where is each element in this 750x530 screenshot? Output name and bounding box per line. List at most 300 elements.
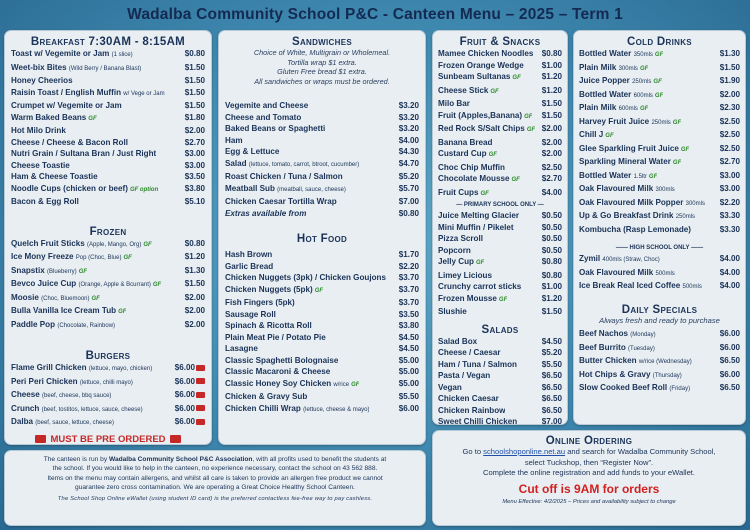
healthy-choice-icon xyxy=(196,365,205,371)
item-price xyxy=(399,196,419,208)
item-price xyxy=(399,332,419,344)
gluten-free-badge: GF xyxy=(152,282,162,288)
menu-item xyxy=(579,280,740,294)
item-name xyxy=(438,293,507,307)
item-price-text: $4.70 xyxy=(398,158,419,168)
item-price-text: $5.20 xyxy=(541,348,562,357)
item-price-text: $0.80 xyxy=(541,270,562,280)
menu-item xyxy=(225,403,419,417)
item-note: 300mls xyxy=(685,200,705,207)
item-price-text: $4.00 xyxy=(541,187,562,197)
item-name xyxy=(11,75,73,87)
pre-order-text: MUST BE PRE ORDERED xyxy=(50,433,166,445)
online-ordering-title: Online Ordering xyxy=(545,435,633,447)
item-price-text: $7.00 xyxy=(398,197,419,206)
item-name-text: Glee Sparkling Fruit Juice xyxy=(579,143,679,153)
item-name-text: Mamee Chicken Noodles xyxy=(438,49,534,58)
menu-item xyxy=(438,393,562,405)
item-note: w/ Vege or Jam xyxy=(123,90,165,97)
online-line-1 xyxy=(439,447,739,458)
gluten-free-badge: GF xyxy=(78,268,88,275)
salad-list xyxy=(438,336,562,428)
menu-item xyxy=(225,343,419,355)
menu-item xyxy=(438,60,562,72)
item-price-text: $4.00 xyxy=(398,135,419,145)
item-price-text: $3.80 xyxy=(184,183,205,193)
gluten-free-badge: GF xyxy=(605,133,614,139)
item-price-text: $5.70 xyxy=(398,183,419,193)
item-name-text: Juice Popper xyxy=(579,76,630,85)
menu-item xyxy=(438,187,562,201)
menu-item xyxy=(438,245,562,257)
menu-item xyxy=(225,158,419,172)
gluten-free-badge: GF xyxy=(648,173,658,180)
item-price xyxy=(185,196,205,208)
item-price xyxy=(720,328,740,342)
item-name xyxy=(438,187,489,201)
item-price-text: $2.00 xyxy=(184,319,205,329)
item-name-text: Chicken Caesar xyxy=(438,394,499,403)
item-price-text: $1.20 xyxy=(541,85,562,95)
item-price xyxy=(542,256,562,270)
menu-item xyxy=(438,173,562,187)
item-price xyxy=(542,336,562,348)
item-note: 500mls xyxy=(682,284,702,290)
item-price-text: $3.00 xyxy=(719,184,740,193)
menu-item xyxy=(11,171,205,183)
item-price xyxy=(720,48,740,62)
item-name xyxy=(579,62,648,76)
item-name-text: Toast w/ Vegemite or Jam xyxy=(11,49,110,58)
menu-item xyxy=(579,170,740,184)
burgers-title: Burgers xyxy=(85,350,131,362)
item-price xyxy=(185,251,205,265)
item-name xyxy=(225,158,359,172)
item-price xyxy=(399,112,419,124)
online-text: and search for Wadalba Community School, xyxy=(565,447,716,456)
menu-item xyxy=(579,183,740,197)
item-name xyxy=(225,366,330,378)
menu-item xyxy=(11,265,205,279)
item-price-text: $3.30 xyxy=(719,211,740,220)
item-name-text: Nutri Grain / Sultana Bran / Just Right xyxy=(11,149,157,158)
hot-food-title: Hot Food xyxy=(296,233,348,245)
item-note: (beef, tostitos, lettuce, sauce, cheese) xyxy=(41,406,143,413)
item-name-text: Noodle Cups (chicken or beef) xyxy=(11,183,128,193)
item-price-text: $3.20 xyxy=(398,112,419,122)
item-name-text: Classic Spaghetti Bolognaise xyxy=(225,355,339,365)
menu-item xyxy=(11,125,205,137)
item-name xyxy=(438,270,492,282)
menu-item xyxy=(579,224,740,236)
menu-item xyxy=(579,197,740,211)
daily-specials-title: Daily Specials xyxy=(621,303,698,316)
item-name-text: Hot Chips & Gravy xyxy=(579,369,651,379)
item-name xyxy=(225,320,312,332)
item-name xyxy=(11,265,87,279)
panel-fruit-snacks xyxy=(432,30,568,425)
menu-item xyxy=(579,89,740,103)
item-name-text: Roast Chicken / Tuna / Salmon xyxy=(225,172,343,181)
item-name xyxy=(225,100,308,112)
item-price-text: $6.50 xyxy=(719,356,740,365)
menu-item xyxy=(225,249,419,261)
item-price-text: $2.50 xyxy=(719,116,740,126)
healthy-choice-icon xyxy=(196,419,205,425)
item-price-text: $2.00 xyxy=(184,126,205,135)
item-name xyxy=(438,382,462,394)
item-name-text: Sunbeam Sultanas xyxy=(438,72,511,81)
item-price-text: $2.50 xyxy=(719,130,740,139)
item-price xyxy=(720,143,740,157)
menu-title: Wadalba Community School P&C - Canteen Menu – 2025 – Term 1 xyxy=(127,6,623,23)
online-line-3: Complete the online registration and add funds to your eWallet. xyxy=(482,468,696,477)
item-price-text: $1.50 xyxy=(541,99,562,108)
item-price xyxy=(720,116,740,130)
item-name-text: Sparkling Mineral Water xyxy=(579,157,671,166)
gluten-free-badge: GF xyxy=(654,52,664,58)
item-price-text: $1.00 xyxy=(541,282,562,291)
item-name xyxy=(579,253,660,267)
item-price xyxy=(542,148,562,162)
item-price xyxy=(720,183,740,197)
item-name-text: Oak Flavoured Milk xyxy=(579,267,654,277)
item-price-text: $1.50 xyxy=(184,87,205,97)
menu-item xyxy=(438,162,562,174)
item-name-text: Bulla Vanilla Ice Cream Tub xyxy=(11,306,117,315)
info-text: , with all profits used to benefit the students at xyxy=(252,456,387,463)
item-name-text: Lasagne xyxy=(225,344,258,353)
item-price xyxy=(542,370,562,382)
item-price-text: $0.80 xyxy=(398,208,419,218)
item-price-text: $5.20 xyxy=(398,172,419,181)
cold-drinks-title: Cold Drinks xyxy=(627,36,692,48)
menu-effective-note: Menu Effective: 4/2/2025 – Prices and availability subject to change xyxy=(502,498,676,505)
menu-item xyxy=(438,71,562,85)
item-price-text: $0.80 xyxy=(184,49,205,58)
menu-item xyxy=(225,366,419,378)
item-name-text: Custard Cup xyxy=(438,149,487,158)
item-name-text: Chicken Caesar Tortilla Wrap xyxy=(225,197,337,206)
item-name-text: Cheese / Cheese & Bacon Roll xyxy=(11,137,128,147)
item-price xyxy=(542,306,562,318)
item-note: (Apple, Mango, Org) xyxy=(87,241,142,248)
item-price-text: $1.30 xyxy=(719,49,740,58)
item-name xyxy=(579,342,655,356)
item-price xyxy=(720,224,740,236)
item-price xyxy=(720,280,740,294)
item-name-text: Juice Melting Glacier xyxy=(438,211,519,220)
item-name-text: Slushie xyxy=(438,307,467,316)
menu-item xyxy=(579,253,740,267)
gluten-free-badge: GF xyxy=(143,241,152,248)
burgers-list xyxy=(11,362,205,430)
gluten-free-badge: GF xyxy=(88,115,97,122)
item-name xyxy=(11,160,70,172)
item-name xyxy=(579,382,690,396)
item-name-text: Jelly Cup xyxy=(438,257,474,266)
item-name xyxy=(225,343,258,355)
menu-item xyxy=(438,233,562,245)
item-name xyxy=(579,102,648,116)
item-name-text: Baked Beans or Spaghetti xyxy=(225,124,326,133)
item-note: (1 slice) xyxy=(111,52,133,58)
item-price-text: $3.70 xyxy=(398,284,419,294)
menu-item xyxy=(225,355,419,367)
info-line-3: Items on the menu may contain allergens, and whilst all care is taken to provide an allergen free product we cannot xyxy=(47,474,383,482)
school-shop-link[interactable]: schoolshoponline.net.au xyxy=(483,447,566,456)
gluten-free-badge: GF option xyxy=(129,186,159,193)
item-price xyxy=(185,125,205,137)
item-name xyxy=(438,393,499,405)
item-name-text: Spinach & Ricotta Roll xyxy=(225,321,312,330)
item-price-text: $2.70 xyxy=(184,137,205,147)
item-name-text: Oak Flavoured Milk Popper xyxy=(579,197,684,207)
item-name-text: Banana Bread xyxy=(438,137,493,147)
item-price-text: $4.30 xyxy=(398,147,419,156)
item-price xyxy=(399,146,419,158)
menu-item xyxy=(225,284,419,298)
menu-item xyxy=(438,137,562,149)
item-price xyxy=(720,75,740,89)
menu-item xyxy=(579,75,740,89)
item-name xyxy=(579,355,692,369)
menu-item xyxy=(438,148,562,162)
item-name-text: Fish Fingers (5pk) xyxy=(225,298,295,307)
frozen-list xyxy=(11,238,205,333)
item-price xyxy=(720,382,740,396)
item-name xyxy=(11,278,161,292)
item-price xyxy=(185,87,205,101)
item-note: (Choc, Bluemoon) xyxy=(41,295,90,302)
item-name-text: Salad xyxy=(225,158,247,168)
menu-item xyxy=(11,112,205,126)
menu-item xyxy=(11,416,205,430)
item-price-text: $1.30 xyxy=(184,265,205,275)
item-name-text: Vegemite and Cheese xyxy=(225,101,309,110)
item-name xyxy=(225,135,243,147)
item-price-text: $5.50 xyxy=(398,392,419,401)
item-name-text: Bottled Water xyxy=(579,89,632,99)
menu-item xyxy=(438,98,562,110)
menu-item xyxy=(11,319,205,333)
item-name-text: Meatball Sub xyxy=(225,183,275,193)
item-name xyxy=(11,62,141,76)
menu-item xyxy=(438,293,562,307)
item-name-text: Classic Macaroni & Cheese xyxy=(225,367,331,376)
item-price xyxy=(185,148,205,160)
menu-item xyxy=(438,210,562,222)
menu-item xyxy=(438,405,562,417)
item-price-text: $1.50 xyxy=(719,62,740,72)
item-price-text: $2.00 xyxy=(719,89,740,99)
item-price xyxy=(175,376,205,390)
item-price-text: $2.00 xyxy=(541,149,562,158)
item-name xyxy=(438,71,521,85)
menu-item xyxy=(11,292,205,306)
menu-item xyxy=(579,143,740,157)
item-name xyxy=(11,376,133,390)
item-price-text: $2.00 xyxy=(541,124,562,133)
item-note: (Monday) xyxy=(630,332,656,338)
item-price-text: $1.50 xyxy=(184,101,205,110)
item-name xyxy=(438,245,471,257)
item-price-text: $5.10 xyxy=(184,197,205,206)
item-name-text: Pizza Scroll xyxy=(438,234,483,243)
item-name-text: Limey Licious xyxy=(438,270,492,280)
item-name-text: Fruit Cups xyxy=(438,187,479,197)
menu-item xyxy=(438,416,562,428)
item-name-text: Beef Burrito xyxy=(579,342,626,352)
item-price xyxy=(399,135,419,147)
item-price xyxy=(175,362,205,376)
item-price-text: $2.00 xyxy=(184,306,205,315)
info-text: The canteen is run by xyxy=(43,456,109,463)
gluten-free-badge: GF xyxy=(118,309,127,315)
item-name xyxy=(225,284,323,298)
item-name-text: Warm Baked Beans xyxy=(11,112,87,122)
association-name: Wadalba Community School P&C Association xyxy=(108,456,253,463)
menu-item xyxy=(225,378,419,392)
item-name-text: Pasta / Vegan xyxy=(438,371,491,380)
panel-breakfast xyxy=(4,30,212,445)
item-name xyxy=(225,378,359,392)
item-name-text: Bacon & Egg Roll xyxy=(11,197,79,206)
item-price-text: $3.30 xyxy=(719,224,740,234)
item-name-text: Up & Go Breakfast Drink xyxy=(579,211,674,220)
item-name-text: Harvey Fruit Juice xyxy=(579,116,650,126)
item-price-text: $1.50 xyxy=(541,110,562,120)
healthy-choice-icon xyxy=(196,405,205,411)
item-note: (Thursday) xyxy=(652,372,682,379)
item-name-text: Chicken Nuggets (5pk) xyxy=(225,284,313,294)
item-price-text: $6.00 xyxy=(174,403,195,413)
item-price-text: $2.00 xyxy=(184,292,205,302)
high-list xyxy=(579,253,740,294)
item-name xyxy=(579,48,663,62)
item-name-text: Cheese and Tomato xyxy=(225,112,302,122)
item-name xyxy=(438,336,477,348)
menu-item xyxy=(579,369,740,383)
item-price-text: $6.00 xyxy=(174,376,195,386)
item-price-text: $2.00 xyxy=(541,137,562,147)
item-name xyxy=(11,171,98,183)
item-price-text: $1.90 xyxy=(719,76,740,85)
item-price-text: $5.00 xyxy=(398,378,419,388)
item-price-text: $4.50 xyxy=(398,344,419,353)
item-price-text: $0.50 xyxy=(541,211,562,220)
item-name-text: Quelch Fruit Sticks xyxy=(11,238,85,248)
item-price xyxy=(185,48,205,62)
item-price xyxy=(542,48,562,60)
menu-item xyxy=(579,129,740,143)
panel-online-ordering xyxy=(432,430,746,526)
menu-item xyxy=(225,261,419,273)
item-name xyxy=(579,210,695,224)
item-name-text: Chicken Chilli Wrap xyxy=(225,403,301,413)
item-note: 1.5ltr xyxy=(633,173,647,180)
item-name xyxy=(579,116,681,130)
item-name xyxy=(579,280,702,294)
item-price-text: $0.50 xyxy=(541,234,562,243)
item-price xyxy=(185,238,205,252)
item-price xyxy=(399,403,419,417)
item-name xyxy=(225,183,346,197)
item-name xyxy=(225,171,343,183)
item-name-text: Cheese xyxy=(11,390,40,399)
item-price xyxy=(542,382,562,394)
item-price xyxy=(399,378,419,392)
item-name-text: Plain Meat Pie / Potato Pie xyxy=(225,332,326,342)
item-note: (Wild Berry / Banana Blast) xyxy=(68,65,142,72)
item-price-text: $5.00 xyxy=(398,355,419,365)
sandwich-notes xyxy=(225,48,419,86)
menu-item xyxy=(438,306,562,318)
gluten-free-badge: GF xyxy=(498,296,508,303)
item-name xyxy=(11,87,165,101)
item-price-text: $2.20 xyxy=(719,197,740,207)
item-name-text: Classic Honey Soy Chicken xyxy=(225,378,332,388)
item-price xyxy=(720,156,740,170)
menu-item xyxy=(579,48,740,62)
item-name-text: Sausage Roll xyxy=(225,309,276,319)
item-name-text: Vegan xyxy=(438,382,462,392)
item-price xyxy=(542,233,562,245)
item-note: (lettuce, chilli mayo) xyxy=(79,379,133,386)
item-name-text: Red Rock S/Salt Chips xyxy=(438,124,525,133)
item-price xyxy=(185,278,205,292)
item-price-text: $1.20 xyxy=(541,72,562,81)
item-note: (Friday) xyxy=(669,386,691,392)
item-note: 600mls xyxy=(618,106,638,112)
item-name xyxy=(225,112,301,124)
menu-item xyxy=(225,309,419,321)
item-note: 300mls xyxy=(655,187,675,193)
item-price-text: $6.50 xyxy=(719,383,740,392)
gluten-free-badge: GF xyxy=(653,79,662,85)
item-name-text: Crunch xyxy=(11,403,40,413)
item-name xyxy=(579,369,682,383)
item-name xyxy=(11,238,152,252)
item-name-text: Salad Box xyxy=(438,336,478,346)
item-price xyxy=(542,162,562,174)
item-note: (Orange, Apple & Bcurrant) xyxy=(78,282,151,288)
menu-item xyxy=(225,112,419,124)
item-name-text: Garlic Bread xyxy=(225,261,274,271)
item-name-text: Chicken Rainbow xyxy=(438,405,506,415)
salads-title: Salads xyxy=(481,323,519,336)
menu-item xyxy=(438,270,562,282)
item-name-text: Chicken Nuggets (3pk) / Chicken Goujons xyxy=(225,273,386,282)
item-name-text: Slow Cooked Beef Roll xyxy=(579,383,668,392)
item-price xyxy=(399,391,419,403)
menu-item xyxy=(225,272,419,284)
item-price-text: $6.50 xyxy=(541,371,562,380)
menu-item xyxy=(438,347,562,359)
healthy-choice-icon xyxy=(196,392,205,398)
item-price xyxy=(720,170,740,184)
gluten-free-badge: GF xyxy=(475,260,485,266)
item-name-text: Ice Break Real Iced Coffee xyxy=(579,281,681,290)
item-name-text: Sweet Chilli Chicken xyxy=(438,417,518,426)
item-name-text: Bevco Juice Cup xyxy=(11,279,77,288)
item-name xyxy=(438,370,490,382)
item-name-text: Flame Grill Chicken xyxy=(11,363,87,372)
sandwich-note: Gluten Free bread $1 extra. xyxy=(277,67,367,76)
menu-item xyxy=(11,87,205,101)
item-name-text: Ham & Cheese Toastie xyxy=(11,172,98,181)
item-price-text: $4.50 xyxy=(541,336,562,346)
